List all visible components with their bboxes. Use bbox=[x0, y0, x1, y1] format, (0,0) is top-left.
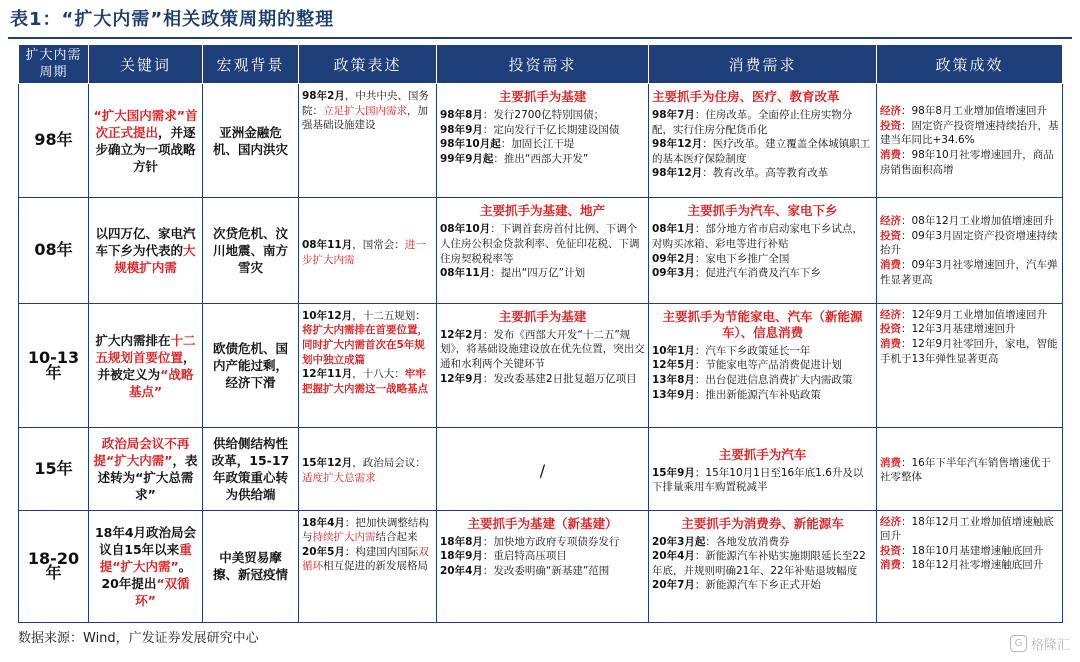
policy-highlight: 双循环 bbox=[302, 545, 429, 573]
table-row bbox=[19, 198, 1063, 303]
policy-date: 20年5月 bbox=[302, 545, 345, 558]
header-consumption: 消费需求 bbox=[649, 45, 877, 84]
keyword-highlight: 十二五规划首要位置 bbox=[95, 332, 196, 365]
list-item: 10年1月：汽车下乡政策延长一年 bbox=[652, 344, 811, 357]
investment-heading: 主要抓手为基建 bbox=[498, 89, 587, 104]
macro-cell: 中美贸易摩擦、新冠疫情 bbox=[203, 510, 299, 622]
policy-text: ，加强基础设施建设 bbox=[302, 104, 428, 132]
macro-cell: 次贷危机、汶川地震、南方雪灾 bbox=[203, 198, 299, 303]
list-item: 投资：18年10月基建增速触底回升 bbox=[880, 544, 1044, 557]
consumption-heading: 主要抓手为汽车、家电下乡 bbox=[687, 203, 838, 219]
data-source-note: 数据来源：Wind，广发证券发展研究中心 bbox=[18, 631, 259, 646]
policy-cell bbox=[299, 428, 437, 510]
policy-date: 18年4月 bbox=[302, 516, 345, 529]
consumption-cell bbox=[649, 84, 877, 198]
list-item: 08年1月：部分地方省市启动家电下乡试点，对购买冰箱、彩电等进行补贴 bbox=[652, 223, 863, 251]
keyword-highlight: 大规模扩内需 bbox=[114, 243, 196, 276]
keyword-text: 以四万亿、家电汽车下乡为代表的 bbox=[95, 226, 196, 259]
list-item: 20年4月：新能源汽车补贴实施期限延长至22年底，并规则明确21年、22年补贴退坡幅度 bbox=[652, 550, 866, 577]
consumption-cell bbox=[649, 510, 877, 622]
list-item: 98年12月：教育改革。高等教育改革 bbox=[652, 167, 829, 180]
investment-cell bbox=[437, 428, 649, 510]
list-item: 消费：12年9月社零回升，家电，智能手机于13年弹性显著更高 bbox=[880, 338, 1058, 365]
list-item: 98年7月：住房改革。全面停止住房实物分配，实行住房分配货币化 bbox=[652, 109, 853, 136]
header-row bbox=[19, 45, 1063, 84]
keyword-text: ，表述转为“扩大总需求” bbox=[97, 452, 198, 502]
list-item: 18年8月：加快地方政府专项债券发行 bbox=[440, 535, 620, 548]
period-cell: 08年 bbox=[19, 198, 89, 303]
list-item: 经济：98年8月工业增加值增速回升 bbox=[880, 105, 1048, 118]
list-item: 98年8月：发行2700亿特别国债； bbox=[440, 109, 605, 121]
list-item: 20年4月：发改委明确“新基建”范围 bbox=[440, 564, 610, 577]
list-item: 99年9月起：推出“西部大开发” bbox=[440, 152, 589, 165]
header-keywords: 关键词 bbox=[89, 45, 203, 84]
keyword-text: 扩大内需排在 bbox=[95, 332, 171, 348]
keywords-cell bbox=[89, 84, 203, 198]
policy-text: 相互促进的新发展格局 bbox=[323, 560, 428, 573]
list-item: 消费：98年10月社零增速回升，商品房销售面积高增 bbox=[880, 149, 1054, 176]
list-item: 投资：固定资产投资增速持续抬升，基建当年同比+34.6% bbox=[880, 119, 1059, 147]
macro-cell: 供给侧结构性改革，15-17年政策重心转为供给端 bbox=[203, 428, 299, 510]
policy-date: 15年12月 bbox=[302, 457, 353, 470]
list-item: 经济：18年12月工业增加值增速触底回升 bbox=[880, 515, 1054, 543]
keyword-text: 。20年提出 bbox=[101, 558, 192, 591]
policy-text: ，十八大： bbox=[352, 368, 405, 381]
list-item: 13年9月：推出新能源汽车补贴政策 bbox=[652, 388, 821, 401]
keywords-cell bbox=[89, 510, 203, 622]
list-item: 20年3月起：各地发放消费券 bbox=[652, 535, 790, 548]
policy-date: 12年11月 bbox=[302, 368, 353, 381]
period-cell: 98年 bbox=[19, 84, 89, 198]
consumption-heading: 主要抓手为住房、医疗、教育改革 bbox=[652, 89, 840, 104]
keyword-text: 18年4月政治局会议自15年以来 bbox=[94, 524, 197, 557]
policy-highlight: 持续扩大内需 bbox=[312, 531, 376, 544]
consumption-cell bbox=[649, 303, 877, 427]
header-macro: 宏观背景 bbox=[203, 45, 299, 84]
list-item: 经济：08年12月工业增加值增速回升 bbox=[880, 215, 1054, 228]
policy-date: 98年2月 bbox=[302, 90, 345, 102]
keyword-highlight: 政治局会议不再提“扩大内需” bbox=[93, 435, 190, 468]
table-row bbox=[19, 428, 1063, 510]
policy-text: ，国常会： bbox=[352, 239, 405, 252]
list-item: 98年12月：医疗改革。建立覆盖全体城镇职工的基本医疗保险制度 bbox=[652, 138, 871, 165]
investment-cell bbox=[437, 198, 649, 303]
policy-text: 结合起来 bbox=[375, 531, 418, 544]
list-item: 投资：12年3月基建增速回升 bbox=[880, 323, 1016, 336]
table-title: 表1：“扩大内需”相关政策周期的整理 bbox=[10, 9, 335, 30]
keyword-highlight: “扩大国内需求”首次正式提出 bbox=[93, 107, 198, 140]
list-item: 09年3月：促进汽车消费及汽车下乡 bbox=[652, 267, 821, 280]
list-item: 15年9月：15年10月1日至16年底1.6升及以下排量乘用车购置税减半 bbox=[652, 466, 864, 494]
consumption-heading: 主要抓手为节能家电、汽车（新能源车）、信息消费 bbox=[662, 308, 863, 340]
keyword-highlight: “战略基点” bbox=[128, 366, 194, 399]
watermark bbox=[1010, 634, 1070, 653]
list-item: 13年8月：出台促进信息消费扩大内需政策 bbox=[652, 374, 853, 386]
policy-highlight: 适度扩大总需求 bbox=[302, 471, 376, 484]
investment-cell bbox=[437, 510, 649, 622]
results-cell bbox=[877, 510, 1063, 622]
table-row bbox=[19, 303, 1063, 427]
list-item: 12年5月：节能家电等产品消费促进计划 bbox=[652, 359, 842, 372]
policy-cell bbox=[299, 510, 437, 622]
list-item: 消费：18年12月社零增速触底回升 bbox=[880, 559, 1044, 572]
keywords-cell bbox=[89, 428, 203, 510]
consumption-heading: 主要抓手为汽车 bbox=[718, 446, 807, 462]
period-cell: 10-13年 bbox=[19, 303, 89, 427]
policy-text: ，十二五规划： bbox=[352, 309, 426, 322]
policy-date: 08年11月 bbox=[302, 239, 353, 252]
policy-highlight: 牢牢把握扩大内需这一战略基点 bbox=[302, 368, 428, 395]
policy-cycle-table bbox=[18, 44, 1063, 623]
policy-cell bbox=[299, 198, 437, 303]
policy-highlight: 进一步扩大内需 bbox=[302, 239, 426, 266]
list-item: 98年9月：定向发行千亿长期建设国债 bbox=[440, 123, 620, 136]
results-cell bbox=[877, 303, 1063, 427]
investment-heading: 主要抓手为基建、地产 bbox=[479, 203, 605, 219]
watermark-text: 格隆汇 bbox=[1030, 638, 1070, 653]
macro-cell: 欧债危机、国内产能过剩，经济下滑 bbox=[203, 303, 299, 427]
policy-highlight: 将扩大内需排在首要位置，同时扩大内需首次在5年规划中独立成篇 bbox=[302, 324, 428, 366]
results-cell bbox=[877, 428, 1063, 510]
period-cell: 15年 bbox=[19, 428, 89, 510]
consumption-cell bbox=[649, 198, 877, 303]
policy-highlight: 立足扩大国内需求 bbox=[323, 104, 407, 117]
table-row bbox=[19, 510, 1063, 622]
header-investment: 投资需求 bbox=[437, 45, 649, 84]
list-item: 消费：16年下半年汽车销售增速优于社零整体 bbox=[880, 456, 1051, 484]
keyword-highlight: 重提“扩大内需” bbox=[99, 541, 192, 574]
header-period: 扩大内需周期 bbox=[19, 45, 89, 84]
investment-heading: 主要抓手为基建 bbox=[498, 308, 587, 324]
list-item: 08年11月：提出“四万亿”计划 bbox=[440, 267, 586, 280]
title-divider bbox=[8, 37, 1072, 39]
consumption-cell bbox=[649, 428, 877, 510]
investment-cell bbox=[437, 303, 649, 427]
period-cell: 18-20年 bbox=[19, 510, 89, 622]
list-item: 经济：12年9月工业增加值增速回升 bbox=[880, 308, 1048, 321]
policy-text: ：构建国内国际 bbox=[344, 545, 419, 558]
list-item: 消费：09年3月社零增速回升，汽车弹性显著更高 bbox=[880, 258, 1058, 286]
keywords-cell bbox=[89, 303, 203, 427]
list-item: 20年7月：新能源汽车下乡正式开始 bbox=[652, 579, 821, 592]
policy-text: ，中共中央、国务院： bbox=[302, 90, 429, 117]
keyword-highlight: “双循环” bbox=[135, 575, 190, 608]
header-results: 政策成效 bbox=[877, 45, 1063, 84]
keywords-cell bbox=[89, 198, 203, 303]
list-item: 投资：09年3月固定资产投资增速持续抬升 bbox=[880, 229, 1058, 257]
investment-cell bbox=[437, 84, 649, 198]
list-item: 98年10月起：加固长江干堤 bbox=[440, 138, 575, 151]
list-item: 12年9月：发改委基建2日批复超万亿项目 bbox=[440, 372, 637, 385]
investment-empty-mark: / bbox=[539, 460, 546, 480]
policy-cell bbox=[299, 84, 437, 198]
list-item: 08年10月：下调首套房首付比例、下调个人住房公积金贷款利率、免征印花税、下调住房契税税率等 bbox=[440, 223, 640, 265]
list-item: 12年2月：发布《西部大开发“十二五”规划》，将基础设施建设放在优先位置，突出交通和水利两个关键环节 bbox=[440, 328, 645, 370]
keyword-text: ，并逐步确立为一项战略方针 bbox=[95, 124, 196, 174]
keyword-text: ，并被定义为 bbox=[97, 349, 196, 382]
policy-cell bbox=[299, 303, 437, 427]
policy-text: ：把加快调整结构与 bbox=[302, 516, 429, 544]
list-item: 09年2月：家电下乡推广全国 bbox=[652, 252, 790, 265]
header-policy: 政策表述 bbox=[299, 45, 437, 84]
results-cell bbox=[877, 198, 1063, 303]
investment-heading: 主要抓手为基建（新基建） bbox=[467, 515, 618, 531]
macro-cell: 亚洲金融危机、国内洪灾 bbox=[203, 84, 299, 198]
results-cell bbox=[877, 84, 1063, 198]
policy-text: ，政治局会议： bbox=[352, 457, 426, 470]
consumption-heading: 主要抓手为消费券、新能源车 bbox=[681, 515, 844, 531]
watermark-logo-icon: G bbox=[1010, 635, 1027, 652]
policy-date: 10年12月 bbox=[302, 309, 353, 322]
list-item: 18年9月：重启特高压项目 bbox=[440, 550, 567, 563]
table-row bbox=[19, 84, 1063, 198]
